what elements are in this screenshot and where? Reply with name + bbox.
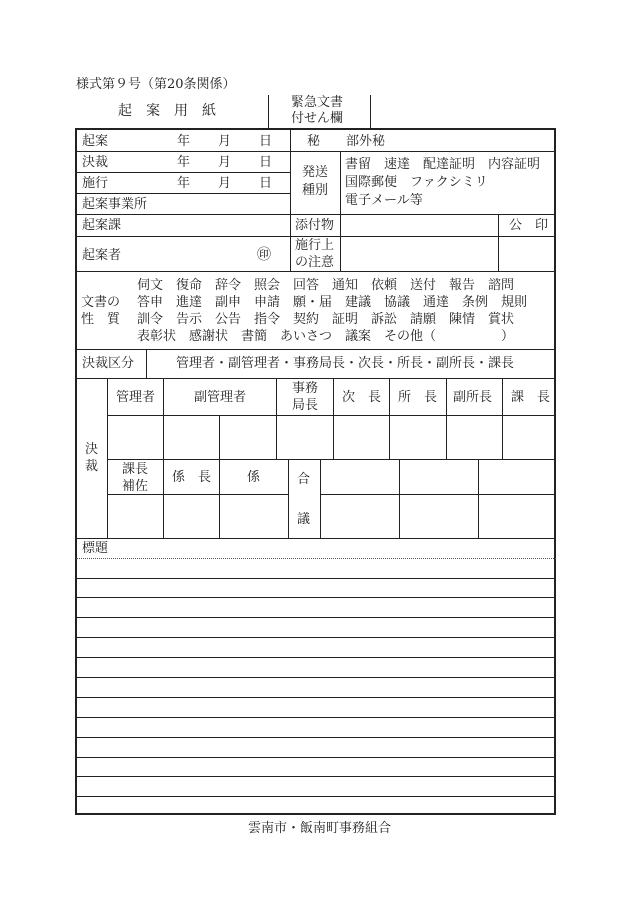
secret-value: 部外秘 xyxy=(346,134,386,149)
jigyosho-label: 起案事業所 xyxy=(82,197,148,212)
header-jicho: 次 長 xyxy=(342,390,382,405)
header-fuku-kanrisha: 副管理者 xyxy=(194,390,247,405)
shiko-chui-1: 施行上 xyxy=(295,238,335,253)
seishitsu-line-1: 伺文 復命 辞令 照会 回答 通知 依頼 送付 報告 諮問 xyxy=(137,278,515,293)
kessai-year: 年 xyxy=(177,155,191,170)
seal-mark: ㊞ xyxy=(257,247,271,263)
kian-label: 起案 xyxy=(82,134,109,149)
kian-month: 月 xyxy=(218,134,232,149)
seishitsu-label-2: 性 質 xyxy=(81,312,121,327)
header-kakaricho: 係 長 xyxy=(172,470,212,485)
hyodai-label: 標題 xyxy=(82,541,109,556)
form-title: 起 案 用 紙 xyxy=(118,103,216,119)
kian-ka-label: 起案課 xyxy=(82,218,122,233)
footer-organization: 雲南市・飯南町事務組合 xyxy=(248,821,392,836)
header-fuku-shocho: 副所長 xyxy=(453,390,493,405)
kian-day: 日 xyxy=(259,134,273,149)
header-gogi-1: 合 xyxy=(297,472,311,487)
kessai-side-1: 決 xyxy=(85,442,99,457)
seishitsu-line-2: 答申 進達 副申 申請 願・届 建議 協議 通達 条例 規則 xyxy=(137,295,528,310)
kessai-month: 月 xyxy=(218,155,232,170)
header-kakari: 係 xyxy=(247,470,261,485)
shiko-chui-2: の注意 xyxy=(295,255,335,270)
seishitsu-line-3: 訓令 告示 公告 指令 契約 証明 訴訟 請願 陳情 賞状 xyxy=(137,312,515,327)
hasso-label-1: 発送 xyxy=(302,165,329,180)
hasso-label-2: 種別 xyxy=(302,183,329,198)
koin-label: 公 印 xyxy=(509,218,549,233)
seishitsu-label-1: 文書の xyxy=(81,295,121,310)
hasso-line-3: 電子メール等 xyxy=(345,193,423,208)
header-shocho: 所 長 xyxy=(398,390,438,405)
header-kacho: 課 長 xyxy=(511,390,551,405)
kian-sha-label: 起案者 xyxy=(82,248,122,263)
header-gogi-2: 議 xyxy=(297,512,311,527)
header-jimu-2: 局長 xyxy=(292,398,319,413)
shiko-day: 日 xyxy=(259,176,273,191)
kessai-label: 決裁 xyxy=(82,155,109,170)
kessai-kubun-value: 管理者・副管理者・事務局長・次長・所長・副所長・課長 xyxy=(176,356,515,371)
header-kacho-hosa-2: 補佐 xyxy=(122,479,149,494)
kinkyu-label-1: 緊急文書 xyxy=(291,95,344,110)
kinkyu-label-2: 付せん欄 xyxy=(291,111,344,126)
shiko-year: 年 xyxy=(177,176,191,191)
kian-year: 年 xyxy=(177,134,191,149)
kessai-kubun-label: 決裁区分 xyxy=(82,356,135,371)
kessai-side-2: 裁 xyxy=(85,459,99,474)
header-jimu-1: 事務 xyxy=(292,381,319,396)
shiko-month: 月 xyxy=(218,176,232,191)
header-kacho-hosa-1: 課長 xyxy=(122,462,149,477)
tenpu-label: 添付物 xyxy=(295,218,335,233)
form-code: 様式第９号（第20条関係） xyxy=(76,77,236,92)
hasso-line-2: 国際郵便 ファクシミリ xyxy=(345,175,488,190)
hasso-line-1: 書留 速達 配達証明 内容証明 xyxy=(345,157,541,172)
kessai-day: 日 xyxy=(259,155,273,170)
secret-label: 秘 xyxy=(307,134,321,149)
shiko-label: 施行 xyxy=(82,176,109,191)
header-kanrisha: 管理者 xyxy=(116,390,156,405)
seishitsu-line-4: 表彰状 感謝状 書簡 あいさつ 議案 その他（ ） xyxy=(137,329,515,344)
